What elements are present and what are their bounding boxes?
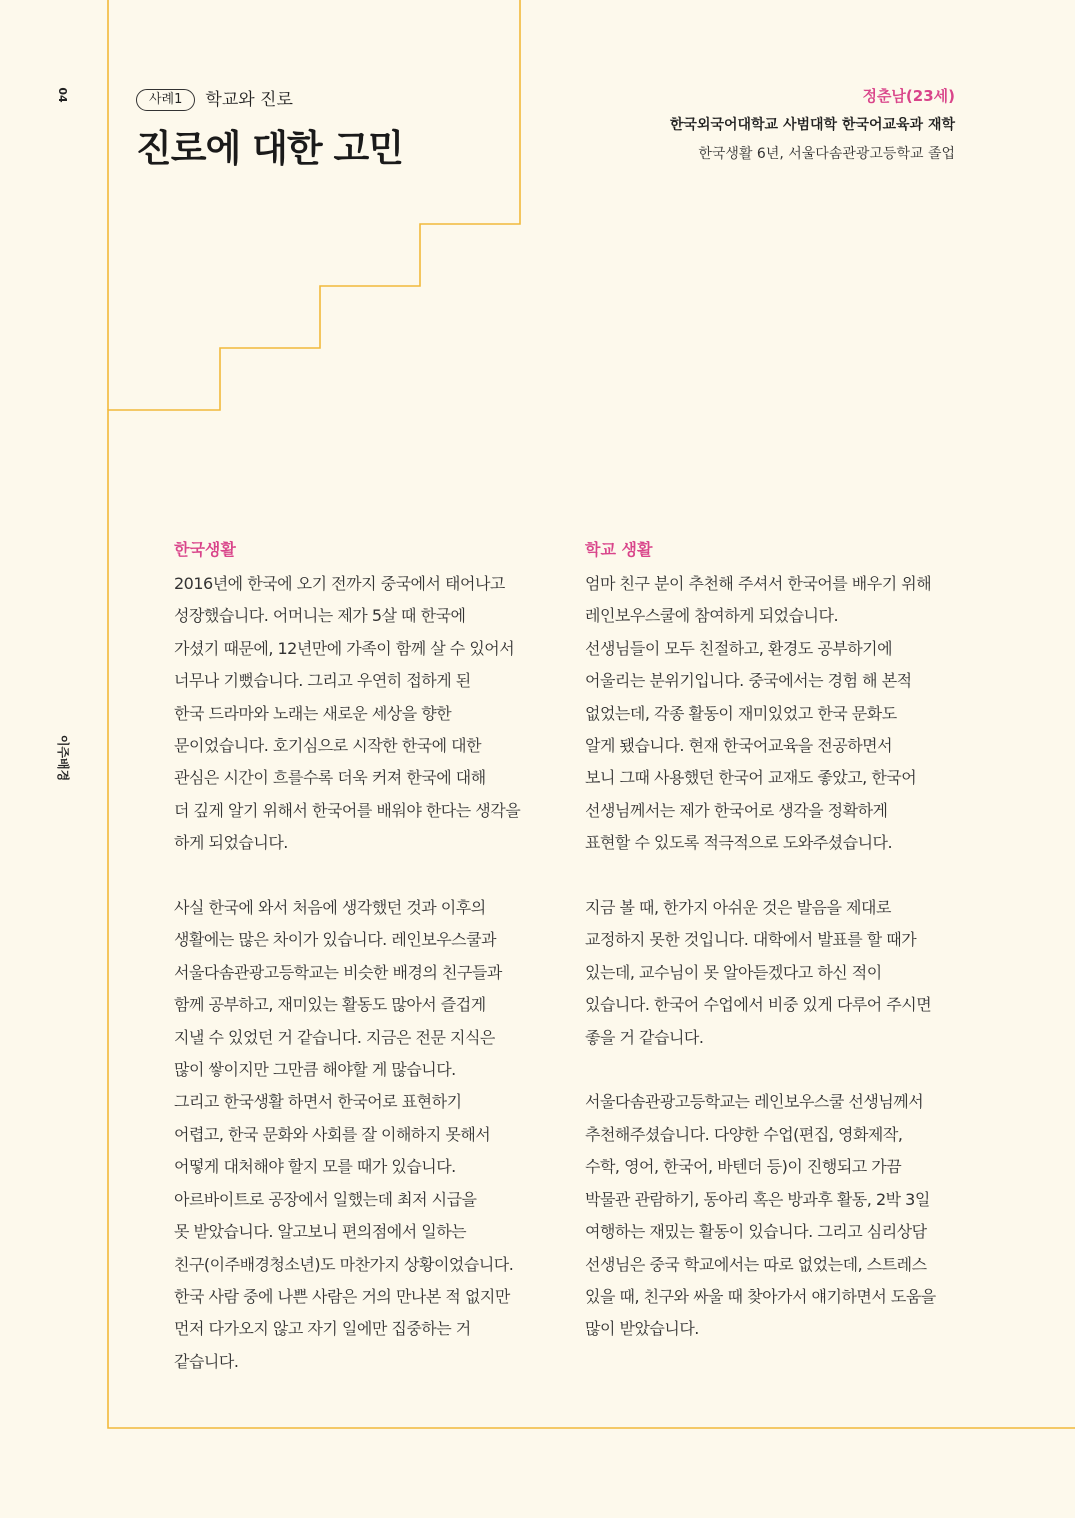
text-line: 서울다솜관광고등학교는 비슷한 배경의 친구들과: [174, 962, 502, 982]
text-line: 여행하는 재밌는 활동이 있습니다. 그리고 심리상담: [585, 1222, 927, 1242]
section-heading-korea-life: 한국생활: [174, 540, 236, 559]
text-line: 많이 받았습니다.: [585, 1319, 699, 1339]
paragraph: [174, 892, 554, 1378]
text-line: 사실 한국에 와서 처음에 생각했던 것과 이후의: [174, 898, 486, 918]
text-line: 어떻게 대처해야 할지 모를 때가 있습니다.: [174, 1157, 456, 1177]
text-line: 선생님은 중국 학교에서는 따로 없었는데, 스트레스: [585, 1254, 927, 1274]
profile-history: 한국생활 6년, 서울다솜관광고등학교 졸업: [698, 146, 955, 162]
text-line: 어울리는 분위기입니다. 중국에서는 경험 해 본적: [585, 671, 912, 691]
right-column: [585, 537, 965, 1346]
profile-block: [670, 84, 955, 167]
text-line: 레인보우스쿨에 참여하게 되었습니다.: [585, 606, 839, 626]
text-line: 수학, 영어, 한국어, 바텐더 등)이 진행되고 가끔: [585, 1157, 902, 1177]
text-line: 한국 사람 중에 나쁜 사람은 거의 만나본 적 없지만: [174, 1286, 510, 1306]
section-heading-school-life: 학교 생활: [585, 540, 653, 559]
text-line: 좋을 거 같습니다.: [585, 1027, 704, 1047]
text-line: 있을 때, 친구와 싸울 때 찾아가서 얘기하면서 도움을: [585, 1286, 936, 1306]
text-line: 생활에는 많은 차이가 있습니다. 레인보우스쿨과: [174, 930, 497, 950]
text-line: 있습니다. 한국어 수업에서 비중 있게 다루어 주시면: [585, 995, 932, 1015]
text-line: 너무나 기뻤습니다. 그리고 우연히 접하게 된: [174, 671, 471, 691]
text-line: 지낼 수 있었던 거 같습니다. 지금은 전문 지식은: [174, 1027, 495, 1047]
text-line: 문이었습니다. 호기심으로 시작한 한국에 대한: [174, 736, 482, 756]
text-line: 2016년에 한국에 오기 전까지 중국에서 태어나고: [174, 574, 505, 593]
text-line: 보니 그때 사용했던 한국어 교재도 좋았고, 한국어: [585, 768, 917, 788]
text-line: 선생님께서는 제가 한국어로 생각을 정확하게: [585, 800, 888, 820]
text-line: 못 받았습니다. 알고보니 편의점에서 일하는: [174, 1222, 467, 1242]
text-line: 더 깊게 알기 위해서 한국어를 배워야 한다는 생각을: [174, 800, 521, 820]
text-line: 관심은 시간이 흐를수록 더욱 커져 한국에 대해: [174, 768, 486, 788]
text-line: 알게 됐습니다. 현재 한국어교육을 전공하면서: [585, 736, 893, 756]
text-line: 엄마 친구 분이 추천해 주셔서 한국어를 배우기 위해: [585, 574, 932, 593]
text-line: 선생님들이 모두 친절하고, 환경도 공부하기에: [585, 638, 893, 658]
side-section-label: 이주배경: [56, 734, 70, 782]
text-line: 하게 되었습니다.: [174, 833, 288, 853]
case-topic: 학교와 진로: [205, 90, 293, 110]
text-line: 같습니다.: [174, 1351, 239, 1371]
text-line: 성장했습니다. 어머니는 제가 5살 때 한국에: [174, 606, 466, 626]
text-line: 한국 드라마와 노래는 새로운 세상을 향한: [174, 703, 452, 723]
paragraph: [585, 568, 965, 860]
text-line: 추천해주셨습니다. 다양한 수업(편집, 영화제작,: [585, 1124, 903, 1144]
paragraph: [585, 892, 965, 1054]
left-column: [174, 537, 554, 1378]
case-header: [136, 88, 293, 112]
profile-name: 정춘남(23세): [862, 87, 955, 105]
text-line: 많이 쌓이지만 그만큼 해야할 게 많습니다.: [174, 1060, 456, 1080]
text-line: 서울다솜관광고등학교는 레인보우스쿨 선생님께서: [585, 1092, 924, 1112]
paragraph: [585, 1086, 965, 1345]
text-line: 표현할 수 있도록 적극적으로 도와주셨습니다.: [585, 833, 893, 853]
page-title: 진로에 대한 고민: [136, 127, 403, 170]
text-line: 교정하지 못한 것입니다. 대학에서 발표를 할 때가: [585, 930, 917, 950]
profile-school: 한국외국어대학교 사범대학 한국어교육과 재학: [669, 117, 955, 133]
text-line: 박물관 관람하기, 동아리 혹은 방과후 활동, 2박 3일: [585, 1189, 930, 1209]
text-line: 없었는데, 각종 활동이 재미있었고 한국 문화도: [585, 703, 897, 723]
text-line: 아르바이트로 공장에서 일했는데 최저 시급을: [174, 1189, 477, 1209]
text-line: 가셨기 때문에, 12년만에 가족이 함께 살 수 있어서: [174, 638, 515, 658]
text-line: 지금 볼 때, 한가지 아쉬운 것은 발음을 제대로: [585, 898, 891, 918]
page-number: 04: [56, 87, 69, 103]
text-line: 어렵고, 한국 문화와 사회를 잘 이해하지 못해서: [174, 1124, 491, 1144]
text-line: 먼저 다가오지 않고 자기 일에만 집중하는 거: [174, 1319, 471, 1339]
text-line: 친구(이주배경청소년)도 마찬가지 상황이었습니다.: [174, 1254, 514, 1274]
paragraph: [174, 568, 554, 860]
text-line: 있는데, 교수님이 못 알아듣겠다고 하신 적이: [585, 962, 882, 982]
case-badge: 사례1: [136, 89, 195, 111]
text-line: 그리고 한국생활 하면서 한국어로 표현하기: [174, 1092, 462, 1112]
text-line: 함께 공부하고, 재미있는 활동도 많아서 즐겁게: [174, 995, 486, 1015]
